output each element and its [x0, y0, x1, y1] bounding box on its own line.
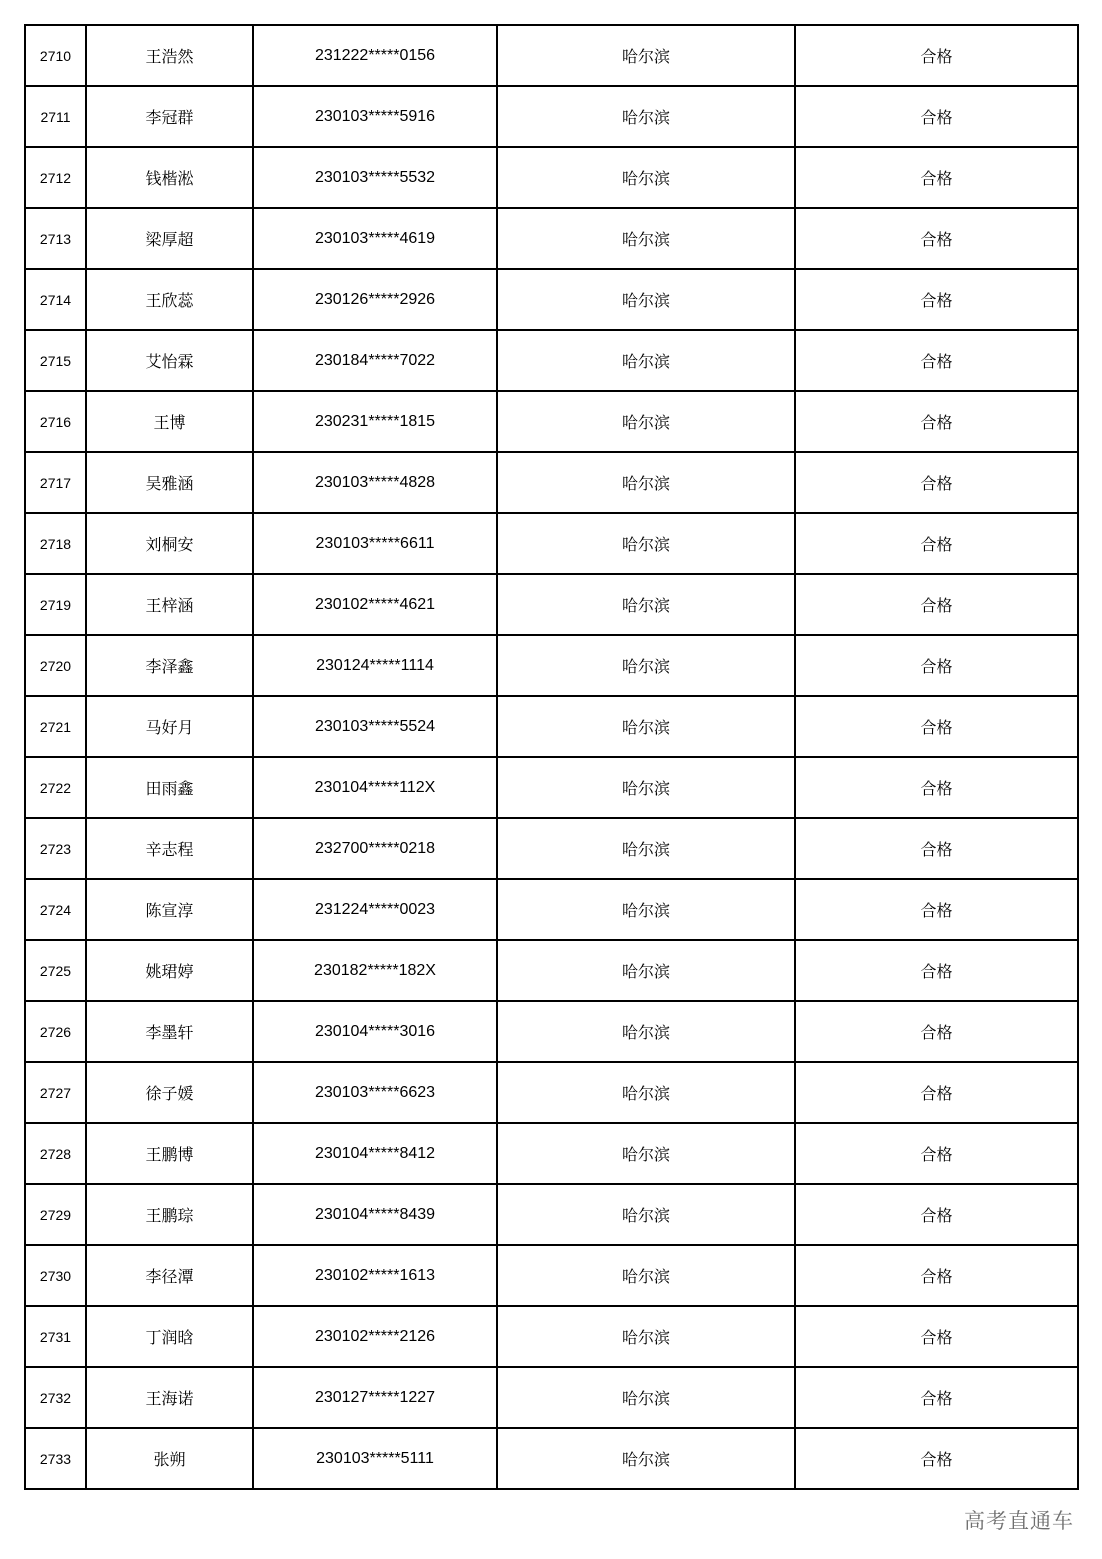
id-number-cell: 230103*****5532 — [253, 147, 497, 208]
records-table-container — [24, 24, 1077, 1490]
id-number-cell: 231222*****0156 — [253, 25, 497, 86]
result-cell: 合格 — [795, 818, 1078, 879]
id-number-cell: 231224*****0023 — [253, 879, 497, 940]
city-cell: 哈尔滨 — [497, 86, 795, 147]
result-cell: 合格 — [795, 1428, 1078, 1489]
id-number-cell: 230102*****2126 — [253, 1306, 497, 1367]
table-row — [25, 879, 1078, 940]
records-table — [24, 24, 1079, 1490]
table-row — [25, 330, 1078, 391]
city-cell: 哈尔滨 — [497, 757, 795, 818]
seq-cell: 2715 — [25, 330, 86, 391]
table-row — [25, 940, 1078, 1001]
result-cell: 合格 — [795, 25, 1078, 86]
result-cell: 合格 — [795, 330, 1078, 391]
city-cell: 哈尔滨 — [497, 940, 795, 1001]
table-row — [25, 696, 1078, 757]
result-cell: 合格 — [795, 513, 1078, 574]
id-number-cell: 230104*****8412 — [253, 1123, 497, 1184]
result-cell: 合格 — [795, 940, 1078, 1001]
city-cell: 哈尔滨 — [497, 330, 795, 391]
table-row — [25, 1001, 1078, 1062]
id-number-cell: 230104*****112X — [253, 757, 497, 818]
result-cell: 合格 — [795, 879, 1078, 940]
id-number-cell: 230102*****4621 — [253, 574, 497, 635]
table-row — [25, 1123, 1078, 1184]
result-cell: 合格 — [795, 1245, 1078, 1306]
seq-cell: 2732 — [25, 1367, 86, 1428]
id-number-cell: 230102*****1613 — [253, 1245, 497, 1306]
seq-cell: 2721 — [25, 696, 86, 757]
seq-cell: 2718 — [25, 513, 86, 574]
name-cell: 徐子媛 — [86, 1062, 253, 1123]
id-number-cell: 230103*****4619 — [253, 208, 497, 269]
id-number-cell: 230103*****5111 — [253, 1428, 497, 1489]
city-cell: 哈尔滨 — [497, 1367, 795, 1428]
seq-cell: 2722 — [25, 757, 86, 818]
table-row — [25, 452, 1078, 513]
city-cell: 哈尔滨 — [497, 696, 795, 757]
result-cell: 合格 — [795, 635, 1078, 696]
table-row — [25, 208, 1078, 269]
name-cell: 王鹏琮 — [86, 1184, 253, 1245]
name-cell: 李泽鑫 — [86, 635, 253, 696]
name-cell: 刘桐安 — [86, 513, 253, 574]
city-cell: 哈尔滨 — [497, 574, 795, 635]
city-cell: 哈尔滨 — [497, 635, 795, 696]
table-row — [25, 391, 1078, 452]
result-cell: 合格 — [795, 208, 1078, 269]
city-cell: 哈尔滨 — [497, 1428, 795, 1489]
city-cell: 哈尔滨 — [497, 147, 795, 208]
table-row — [25, 86, 1078, 147]
city-cell: 哈尔滨 — [497, 1123, 795, 1184]
city-cell: 哈尔滨 — [497, 25, 795, 86]
name-cell: 李径潭 — [86, 1245, 253, 1306]
result-cell: 合格 — [795, 1062, 1078, 1123]
id-number-cell: 230104*****3016 — [253, 1001, 497, 1062]
result-cell: 合格 — [795, 1306, 1078, 1367]
city-cell: 哈尔滨 — [497, 879, 795, 940]
city-cell: 哈尔滨 — [497, 452, 795, 513]
table-row — [25, 513, 1078, 574]
name-cell: 姚珺婷 — [86, 940, 253, 1001]
city-cell: 哈尔滨 — [497, 513, 795, 574]
id-number-cell: 230124*****1114 — [253, 635, 497, 696]
seq-cell: 2725 — [25, 940, 86, 1001]
seq-cell: 2723 — [25, 818, 86, 879]
seq-cell: 2719 — [25, 574, 86, 635]
table-row — [25, 1306, 1078, 1367]
name-cell: 辛志程 — [86, 818, 253, 879]
name-cell: 李墨轩 — [86, 1001, 253, 1062]
table-row — [25, 1367, 1078, 1428]
seq-cell: 2727 — [25, 1062, 86, 1123]
name-cell: 王浩然 — [86, 25, 253, 86]
table-row — [25, 1184, 1078, 1245]
name-cell: 王欣蕊 — [86, 269, 253, 330]
name-cell: 丁润晗 — [86, 1306, 253, 1367]
watermark-text: 高考直通车 — [964, 1509, 1074, 1533]
id-number-cell: 230126*****2926 — [253, 269, 497, 330]
result-cell: 合格 — [795, 452, 1078, 513]
name-cell: 王海诺 — [86, 1367, 253, 1428]
seq-cell: 2713 — [25, 208, 86, 269]
city-cell: 哈尔滨 — [497, 391, 795, 452]
table-row — [25, 757, 1078, 818]
city-cell: 哈尔滨 — [497, 1306, 795, 1367]
table-row — [25, 1428, 1078, 1489]
id-number-cell: 232700*****0218 — [253, 818, 497, 879]
id-number-cell: 230103*****5916 — [253, 86, 497, 147]
name-cell: 王鹏博 — [86, 1123, 253, 1184]
name-cell: 王博 — [86, 391, 253, 452]
name-cell: 马好月 — [86, 696, 253, 757]
name-cell: 张朔 — [86, 1428, 253, 1489]
records-table-body — [25, 25, 1078, 1489]
seq-cell: 2711 — [25, 86, 86, 147]
seq-cell: 2731 — [25, 1306, 86, 1367]
city-cell: 哈尔滨 — [497, 1001, 795, 1062]
seq-cell: 2710 — [25, 25, 86, 86]
result-cell: 合格 — [795, 1001, 1078, 1062]
id-number-cell: 230231*****1815 — [253, 391, 497, 452]
result-cell: 合格 — [795, 147, 1078, 208]
seq-cell: 2724 — [25, 879, 86, 940]
name-cell: 钱楷淞 — [86, 147, 253, 208]
city-cell: 哈尔滨 — [497, 1184, 795, 1245]
city-cell: 哈尔滨 — [497, 1062, 795, 1123]
seq-cell: 2728 — [25, 1123, 86, 1184]
city-cell: 哈尔滨 — [497, 208, 795, 269]
result-cell: 合格 — [795, 1367, 1078, 1428]
id-number-cell: 230182*****182X — [253, 940, 497, 1001]
name-cell: 王梓涵 — [86, 574, 253, 635]
id-number-cell: 230104*****8439 — [253, 1184, 497, 1245]
seq-cell: 2717 — [25, 452, 86, 513]
result-cell: 合格 — [795, 757, 1078, 818]
result-cell: 合格 — [795, 269, 1078, 330]
result-cell: 合格 — [795, 86, 1078, 147]
id-number-cell: 230127*****1227 — [253, 1367, 497, 1428]
id-number-cell: 230103*****6623 — [253, 1062, 497, 1123]
table-row — [25, 1245, 1078, 1306]
table-row — [25, 1062, 1078, 1123]
city-cell: 哈尔滨 — [497, 269, 795, 330]
id-number-cell: 230184*****7022 — [253, 330, 497, 391]
result-cell: 合格 — [795, 1184, 1078, 1245]
table-row — [25, 25, 1078, 86]
seq-cell: 2716 — [25, 391, 86, 452]
result-cell: 合格 — [795, 1123, 1078, 1184]
id-number-cell: 230103*****6611 — [253, 513, 497, 574]
name-cell: 艾怡霖 — [86, 330, 253, 391]
city-cell: 哈尔滨 — [497, 818, 795, 879]
table-row — [25, 635, 1078, 696]
result-cell: 合格 — [795, 391, 1078, 452]
table-row — [25, 574, 1078, 635]
name-cell: 吴雅涵 — [86, 452, 253, 513]
city-cell: 哈尔滨 — [497, 1245, 795, 1306]
seq-cell: 2730 — [25, 1245, 86, 1306]
seq-cell: 2720 — [25, 635, 86, 696]
result-cell: 合格 — [795, 574, 1078, 635]
table-row — [25, 818, 1078, 879]
name-cell: 梁厚超 — [86, 208, 253, 269]
name-cell: 田雨鑫 — [86, 757, 253, 818]
name-cell: 李冠群 — [86, 86, 253, 147]
seq-cell: 2714 — [25, 269, 86, 330]
id-number-cell: 230103*****5524 — [253, 696, 497, 757]
table-row — [25, 269, 1078, 330]
seq-cell: 2729 — [25, 1184, 86, 1245]
seq-cell: 2726 — [25, 1001, 86, 1062]
id-number-cell: 230103*****4828 — [253, 452, 497, 513]
seq-cell: 2733 — [25, 1428, 86, 1489]
seq-cell: 2712 — [25, 147, 86, 208]
name-cell: 陈宣淳 — [86, 879, 253, 940]
table-row — [25, 147, 1078, 208]
result-cell: 合格 — [795, 696, 1078, 757]
